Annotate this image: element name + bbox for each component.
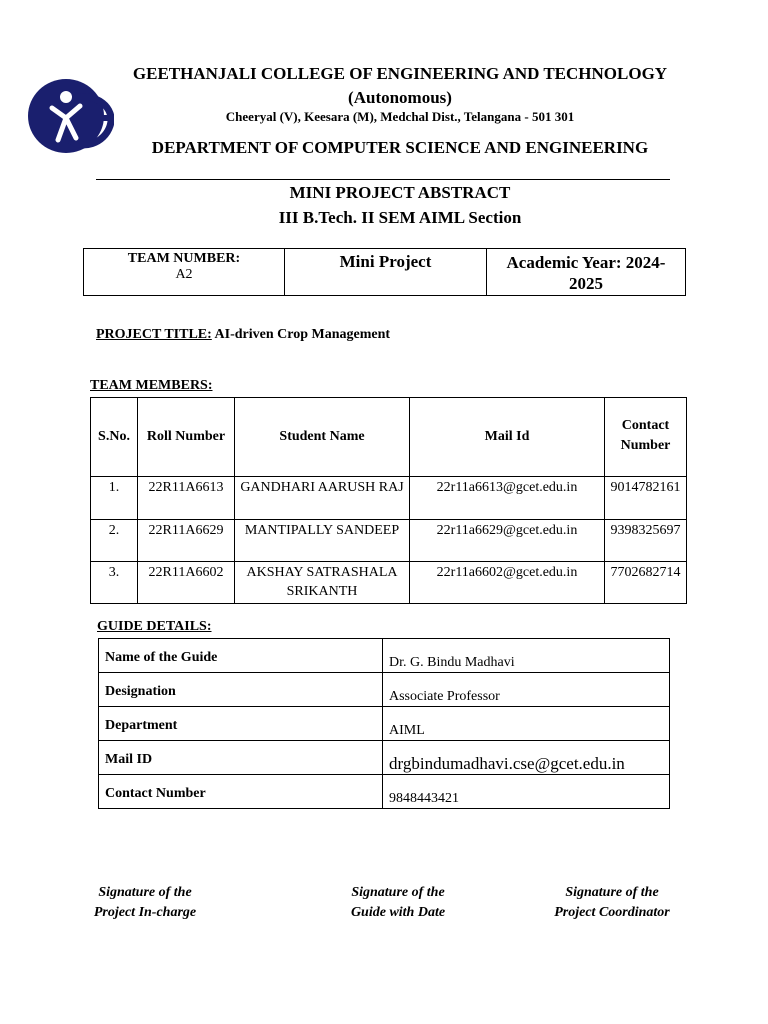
- college-name: GEETHANJALI COLLEGE OF ENGINEERING AND TECHNOLOGY: [132, 64, 668, 83]
- team-number-label: TEAM NUMBER:: [127, 251, 241, 266]
- member-contact: 9398325697: [605, 520, 687, 562]
- member-roll: 22R11A6613: [138, 477, 235, 520]
- guide-field-label: Designation: [99, 673, 383, 707]
- table-header-row: [91, 398, 687, 477]
- member-sno: 1.: [91, 477, 138, 520]
- signature-project-incharge: [55, 883, 235, 923]
- team-members-label: TEAM MEMBERS:: [90, 378, 213, 393]
- table-row: [99, 673, 670, 707]
- guide-mail: drgbindumadhavi.cse@gcet.edu.in: [383, 741, 670, 775]
- academic-year-cont: 2025: [569, 274, 603, 293]
- table-row: [99, 775, 670, 809]
- team-number-cell: [84, 249, 285, 296]
- signature-role: Guide with Date: [350, 905, 446, 920]
- member-sno: 3.: [91, 562, 138, 604]
- guide-details-label: GUIDE DETAILS:: [97, 619, 212, 634]
- signature-guide: [308, 883, 488, 923]
- guide-name: Dr. G. Bindu Madhavi: [383, 639, 670, 673]
- member-contact: 7702682714: [605, 562, 687, 604]
- signature-line: Signature of the: [351, 885, 445, 900]
- table-row: [91, 477, 687, 520]
- team-members-table: [90, 397, 687, 604]
- department-name: DEPARTMENT OF COMPUTER SCIENCE AND ENGINEERING: [151, 138, 649, 157]
- signature-project-coordinator: [522, 883, 702, 923]
- col-header-mail: Mail Id: [410, 398, 605, 477]
- guide-contact: 9848443421: [383, 775, 670, 809]
- guide-details-table: [98, 638, 670, 809]
- signature-role: Project Coordinator: [554, 905, 670, 920]
- member-mail: 22r11a6602@gcet.edu.in: [410, 562, 605, 604]
- member-contact: 9014782161: [605, 477, 687, 520]
- table-row: [99, 707, 670, 741]
- col-header-sno: S.No.: [91, 398, 138, 477]
- signature-role: Project In-charge: [93, 905, 197, 920]
- member-roll: 22R11A6629: [138, 520, 235, 562]
- table-row: [91, 562, 687, 604]
- header-divider: [96, 179, 670, 180]
- col-header-contact: Contact Number: [605, 398, 687, 477]
- guide-field-label: Mail ID: [99, 741, 383, 775]
- team-info-table: [83, 248, 686, 296]
- member-name: GANDHARI AARUSH RAJ: [235, 477, 410, 520]
- col-header-name: Student Name: [235, 398, 410, 477]
- project-title-line: [96, 327, 390, 343]
- signature-line: Signature of the: [98, 885, 192, 900]
- member-name: AKSHAY SATRASHALA SRIKANTH: [235, 562, 410, 604]
- col-header-roll: Roll Number: [138, 398, 235, 477]
- autonomous-status: (Autonomous): [348, 88, 452, 107]
- guide-department: AIML: [383, 707, 670, 741]
- project-type-cell: [285, 249, 487, 296]
- academic-year-label: Academic Year: 2024-: [506, 253, 666, 272]
- member-name: MANTIPALLY SANDEEP: [235, 520, 410, 562]
- project-title-label: PROJECT TITLE:: [96, 327, 212, 342]
- team-number-value: A2: [175, 267, 193, 282]
- academic-year-cell: [487, 249, 686, 296]
- document-title: MINI PROJECT ABSTRACT: [289, 183, 511, 202]
- college-address: Cheeryal (V), Keesara (M), Medchal Dist., Telangana - 501 301: [225, 109, 575, 124]
- guide-designation: Associate Professor: [383, 673, 670, 707]
- member-mail: 22r11a6613@gcet.edu.in: [410, 477, 605, 520]
- member-roll: 22R11A6602: [138, 562, 235, 604]
- member-sno: 2.: [91, 520, 138, 562]
- table-row: [99, 741, 670, 775]
- table-row: [91, 520, 687, 562]
- member-mail: 22r11a6629@gcet.edu.in: [410, 520, 605, 562]
- guide-field-label: Department: [99, 707, 383, 741]
- project-type: Mini Project: [339, 252, 432, 271]
- guide-field-label: Name of the Guide: [99, 639, 383, 673]
- guide-field-label: Contact Number: [99, 775, 383, 809]
- project-title: AI-driven Crop Management: [214, 327, 391, 342]
- table-row: [99, 639, 670, 673]
- signature-line: Signature of the: [565, 885, 659, 900]
- document-subtitle: III B.Tech. II SEM AIML Section: [278, 208, 522, 227]
